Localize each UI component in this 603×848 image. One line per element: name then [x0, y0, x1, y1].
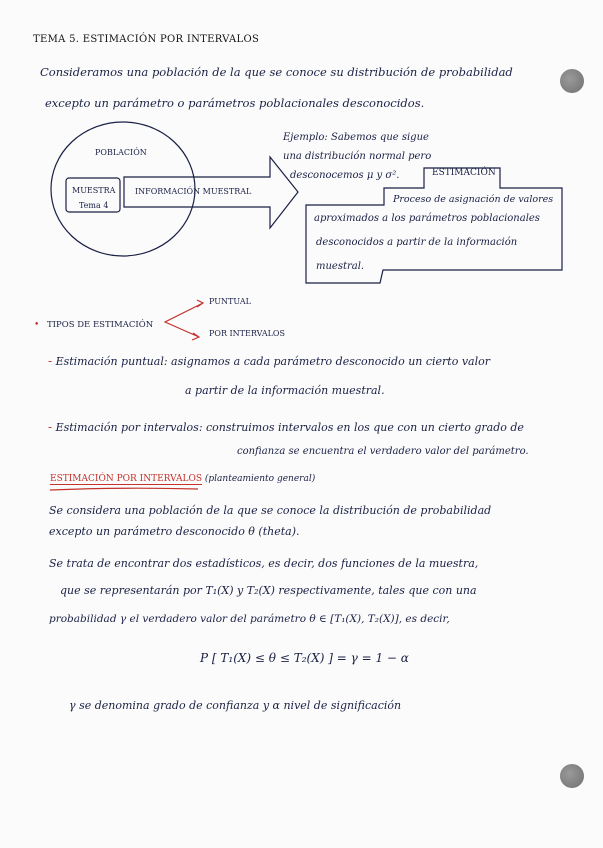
informacion-muestral-label: INFORMACIÓN MUESTRAL	[135, 187, 252, 196]
intervalos-line-1	[48, 420, 524, 434]
section-line-3: Se trata de encontrar dos estadísticos, es decir, dos funciones de la muestra,	[49, 557, 479, 570]
tipos-bullet: •	[34, 320, 40, 330]
definicion-line-1: Proceso de asignación de valores	[393, 194, 554, 205]
page-title: TEMA 5. ESTIMACIÓN POR INTERVALOS	[33, 34, 260, 45]
definicion-line-3: desconocidos a partir de la información	[316, 237, 518, 248]
intervalos-dash: -	[48, 420, 53, 434]
intro-line-1: Consideramos una población de la que se conoce su distribución de probabilidad	[40, 65, 513, 79]
section-line-5: probabilidad γ el verdadero valor del parámetro θ ∈ [T₁(X), T₂(X)], es decir,	[49, 613, 450, 625]
section-underline	[50, 488, 198, 490]
section-line-1: Se considera una población de la que se conoce la distribución de probabilidad	[49, 504, 492, 517]
poblacion-label: POBLACIÓN	[95, 148, 147, 157]
section-heading	[50, 474, 315, 484]
punch-hole-top	[560, 69, 584, 93]
definicion-line-2: aproximados a los parámetros poblacionales	[314, 213, 540, 224]
intro-line-2: excepto un parámetro o parámetros poblacionales desconocidos.	[45, 96, 425, 110]
branch-arrows	[165, 300, 203, 340]
intervalos-line-2: confianza se encuentra el verdadero valor del parámetro.	[237, 446, 529, 457]
estimacion-header: ESTIMACIÓN	[432, 168, 496, 178]
section-heading-text: ESTIMACIÓN POR INTERVALOS	[50, 474, 203, 484]
muestra-label	[72, 183, 115, 213]
definicion-line-4: muestral.	[316, 261, 365, 272]
punch-hole-bottom	[560, 764, 584, 788]
intervalos-text-1: Estimación por intervalos: construimos intervalos en los que con un cierto grado de	[55, 421, 524, 434]
tipos-label: TIPOS DE ESTIMACIÓN	[47, 320, 154, 330]
puntual-line-1	[48, 354, 490, 368]
section-line-4: que se representarán por T₁(X) y T₂(X) respectivamente, tales que con una	[60, 584, 477, 597]
ejemplo-line-3: desconocemos μ y σ².	[290, 170, 400, 181]
muestra-text: MUESTRA	[72, 186, 116, 195]
ejemplo-line-1: Ejemplo: Sabemos que sigue	[283, 132, 429, 143]
section-line-2: excepto un parámetro desconocido θ (theta).	[49, 525, 300, 538]
section-subtitle: (planteamiento general)	[204, 474, 316, 484]
section-line-6: γ se denomina grado de confianza y α nivel de significación	[69, 699, 402, 712]
puntual-line-2: a partir de la información muestral.	[185, 384, 385, 397]
puntual-text-1: Estimación puntual: asignamos a cada parámetro desconocido un cierto valor	[55, 355, 491, 368]
tema-text: Tema 4	[78, 201, 109, 210]
probability-formula: P [ T₁(X) ≤ θ ≤ T₂(X) ] = γ = 1 − α	[200, 651, 409, 665]
tipo-puntual: PUNTUAL	[209, 297, 251, 306]
puntual-dash: -	[48, 354, 53, 368]
tipo-intervalos: POR INTERVALOS	[209, 329, 285, 338]
ejemplo-line-2: una distribución normal pero	[283, 151, 432, 162]
